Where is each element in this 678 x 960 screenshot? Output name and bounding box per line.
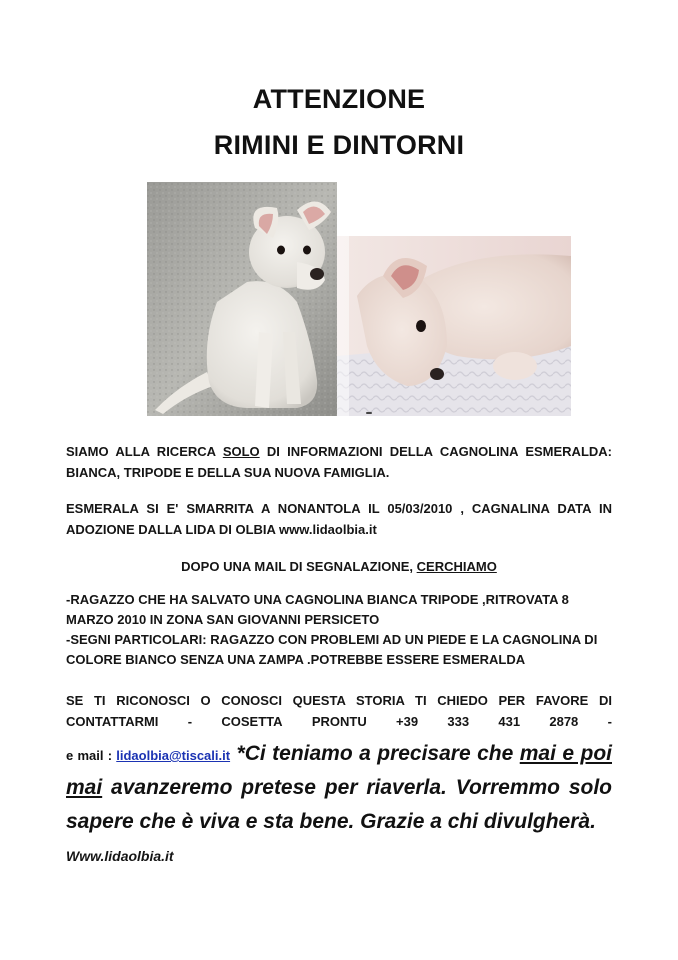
- dog-sitting-photo: [147, 182, 337, 416]
- phone-part: 333: [447, 714, 470, 729]
- paragraph-note: [66, 738, 612, 840]
- contact-word: CONTATTARMI: [66, 714, 159, 729]
- contact-word: -: [607, 714, 612, 729]
- paragraph-lost: ESMERALA SI E' SMARRITA A NONANTOLA IL 05/03/2010 , CAGNALINA DATA IN ADOZIONE DALLA LIDA DI OLBIA www.lidaolbia.it: [66, 501, 612, 537]
- email-label: e mail :: [66, 748, 117, 763]
- note-text: *Ci teniamo a precisare che: [230, 742, 520, 765]
- paragraph-contact: [66, 690, 612, 732]
- contact-word: -: [187, 714, 193, 729]
- paragraph-text: SIAMO ALLA RICERCA: [66, 444, 223, 459]
- underlined-phrase: mai e poi mai: [66, 742, 612, 799]
- paragraph-search: [66, 441, 612, 483]
- dog-lying-photo: [337, 236, 571, 416]
- paragraph-searching: [66, 556, 612, 577]
- page-title: ATTENZIONE: [252, 84, 426, 114]
- website-footer: Www.lidaolbia.it: [66, 848, 174, 864]
- phone-part: 431: [498, 714, 521, 729]
- contact-name: COSETTA: [221, 714, 283, 729]
- contact-line: [66, 711, 612, 732]
- note-text: avanzeremo pretese per riaverla. Vorremmo solo sapere che è viva e sta bene. Grazie a chi divulgherà.: [66, 776, 612, 833]
- detail-line: -SEGNI PARTICOLARI: RAGAZZO CON PROBLEMI AD UN PIEDE E LA CAGNOLINA DI COLORE BIANCO SENZA UNA ZAMPA .POTREBBE ESSERE ESMERALDA: [66, 632, 598, 667]
- contact-surname: PRONTU: [311, 714, 367, 729]
- underlined-word: CERCHIAMO: [416, 559, 497, 574]
- underlined-word: SOLO: [222, 444, 260, 459]
- detail-line: -RAGAZZO CHE HA SALVATO UNA CAGNOLINA BIANCA TRIPODE ,RITROVATA 8 MARZO 2010 IN ZONA SAN GIOVANNI PERSICETO: [66, 592, 569, 627]
- phone-prefix: +39: [396, 714, 419, 729]
- paragraph-details: [66, 590, 612, 670]
- paragraph-text: DOPO UNA MAIL DI SEGNALAZIONE,: [181, 559, 417, 574]
- email-link[interactable]: lidaolbia@tiscali.it: [116, 748, 231, 763]
- phone-part: 2878: [549, 714, 579, 729]
- stray-mark: [366, 412, 372, 414]
- page-subtitle: RIMINI E DINTORNI: [213, 130, 465, 160]
- contact-request: SE TI RICONOSCI O CONOSCI QUESTA STORIA TI CHIEDO PER FAVORE DI: [66, 693, 612, 708]
- paragraph-text: DI INFORMAZIONI DELLA CAGNOLINA ESMERALDA: BIANCA, TRIPODE E DELLA SUA NUOVA FAMIGLIA.: [66, 444, 612, 480]
